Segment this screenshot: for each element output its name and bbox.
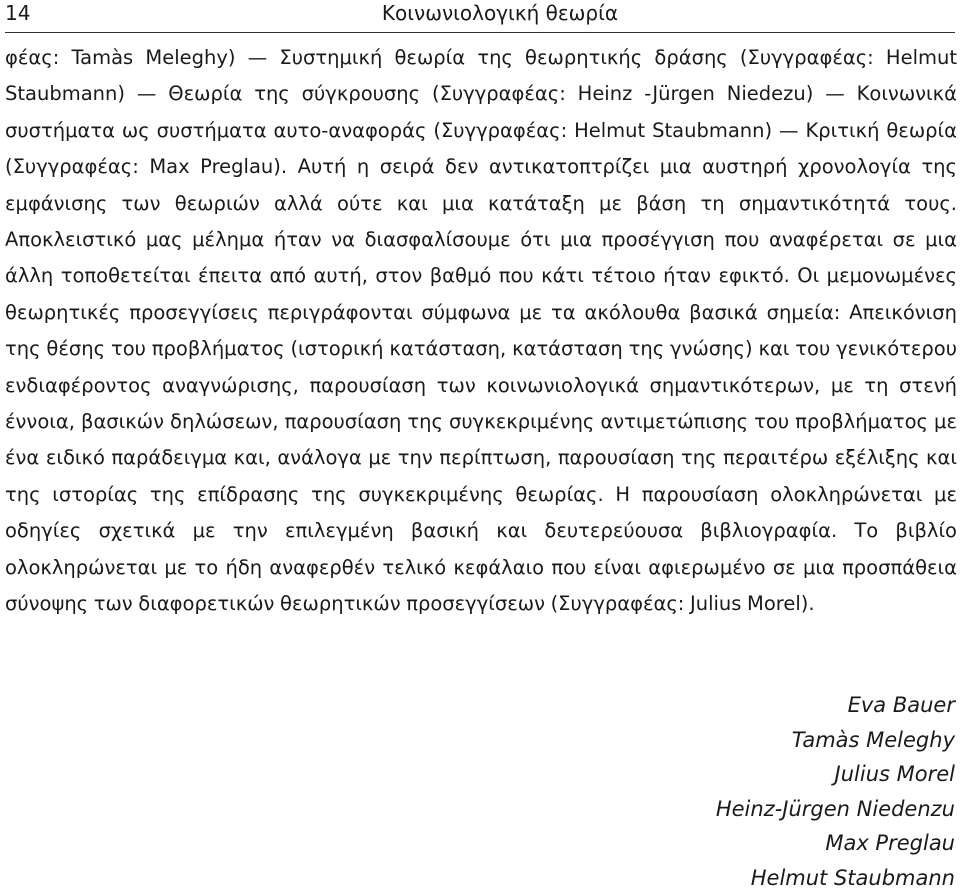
author-signature-block (716, 688, 955, 895)
header-divider (5, 32, 955, 33)
running-title: Κοινωνιολογική θεωρία (5, 0, 955, 26)
author-name: Eva Bauer (716, 688, 955, 723)
body-paragraph: φέας: Tamàs Meleghy) — Συστημική θεωρία της θεωρητικής δράσης (Συγγραφέας: Helmut Staubmann) — Θεωρία της σύγκρουσης (Συγγραφέας: Heinz -Jürgen Niedezu) — Κοινωνικά συστήματα ως συστήματα αυτο-αναφοράς (Συγγραφέας: Helmut Staubmann) — Κριτική θεωρία (Συγγραφέας: Max Preglau). Αυτή η σειρά δεν αντικατοπτρίζει μια αυστηρή χρονολογία της εμφάνισης των θεωριών αλλά ούτε και μια κατάταξη με βάση τη σημαντικότητά τους. Αποκλειστικό μας μέλημα ήταν να διασφαλίσουμε ότι μια προσέγγιση που αναφέρεται σε μια άλλη τοποθετείται έπειτα από αυτή, στον βαθμό που κάτι τέτοιο ήταν εφικτό. Οι μεμονωμένες θεωρητικές προσεγγίσεις περιγράφονται σύμφωνα με τα ακόλουθα βασικά σημεία: Απεικόνιση της θέσης του προβλήματος (ιστορική κατάσταση, κατάσταση της γνώσης) και του γενικότερου ενδιαφέροντος αναγνώρισης, παρουσίαση των κοινωνιολογικά σημαντικότερων, με τη στενή έννοια, βασικών δηλώσεων, παρουσίαση της συγκεκριμένης αντιμετώπισης του προβλήματος με ένα ειδικό παράδειγμα και, ανάλογα με την περίπτωση, παρουσίαση της περαιτέρω εξέλιξης και της ιστορίας της επίδρασης της συγκεκριμένης θεωρίας. Η παρουσίαση ολοκληρώνεται με οδηγίες σχετικά με την επιλεγμένη βασική και δευτερεύουσα βιβλιογραφία. Το βιβλίο ολοκληρώνεται με το ήδη αναφερθέν τελικό κεφάλαιο που είναι αφιερωμένο σε μια προσπάθεια σύνοψης των διαφορετικών θεωρητικών προσεγγίσεων (Συγγραφέας: Julius Morel). (5, 40, 957, 623)
page-number: 14 (5, 0, 30, 26)
author-name: Max Preglau (716, 826, 955, 861)
author-name: Julius Morel (716, 757, 955, 792)
page-header (5, 0, 955, 28)
author-name: Heinz-Jürgen Niedenzu (716, 792, 955, 827)
author-name: Tamàs Meleghy (716, 723, 955, 758)
author-name: Helmut Staubmann (716, 861, 955, 895)
